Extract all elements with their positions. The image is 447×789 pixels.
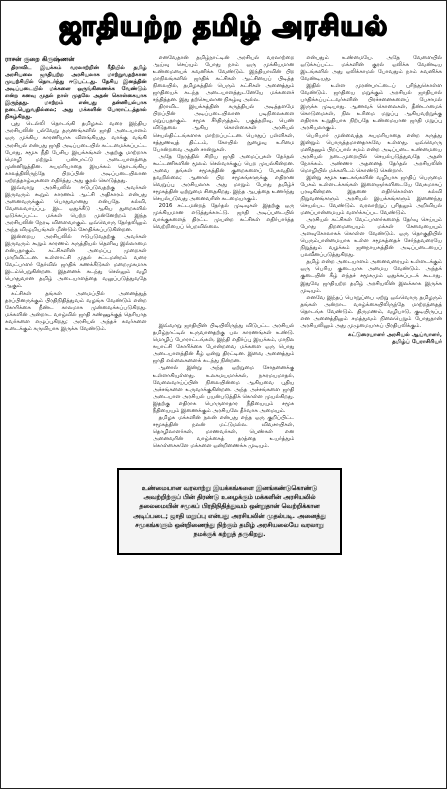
byline: ராசன் குறை கிருஷ்ணன் [5,55,75,63]
article-paragraph: ஆனால் இன்று அந்த ஒற்றுமை சோதனைக்கு உள்ளாகியுள்ளது. உலகமயமாக்கல், நகரமயமாதல், வேலைவாய்ப்பின் நிலையின்மை ஆகியவை புதிய அச்சங்களை உருவாக்குகின்றன. அந்த அச்சங்களை ஜாதி அடையாள அரசியல் பயன்படுத்திக் கொள்ள முயல்கிறது. இதற்கு எதிராக பொருளாதார நீதியையும் சமூக நீதியையும் இணைக்கும் அரசியலே தீர்வாக அமையும். [152,365,295,414]
pull-quote-box [117,468,342,555]
article-paragraph: இவ்வாறு அரசியலில் ஈடுபடுவதற்கு அவர்கள் இருவரும் கூறும் காரணம் ஆட்சி அதிகாரம் என்பது அனைவருக்கும் பொதுவானது என்பதே. கல்வி, வேலைவாய்ப்பு, இட ஒதுக்கீடு ஆகிய துறைகளில் ஒடுக்கப்பட்ட மக்கள் பெற்ற முன்னேற்றம் இந்த அரசியலின் நேரடி விளைவாகும். ஒவ்வொரு தேர்தலிலும் அந்த விழுமியங்கள் மீண்டும் சோதிக்கப்படுகின்றன. [5,184,147,234]
article-paragraph: இவ்வாறு ஜாதியின் பிடியிலிருந்து விடுபட்ட அரசியல் தமிழ்நாட்டில் உருவானதற்கு பல காரணங்கள் உண்டு. மொழிப் போராட்டங்கள், இந்தி எதிர்ப்பு இயக்கம், மாநில சுயாட்சி கோரிக்கை போன்றவை மக்களை ஒரு பொது அடையாளத்தின் கீழ் ஒன்று திரட்டின. இவை அனைத்தும் ஜாதி எல்லைகளைக் கடந்து நின்றன. [152,323,295,365]
headline-text: ஜாதியற்ற தமிழ் அரசியல் [58,10,388,42]
article-column-2 [153,55,295,784]
article-paragraph: எனவேதான் தமிழ்நாட்டின் அரசியல் வரலாற்றை ஆய்வு செய்யும் போது நாம் ஒரு முக்கியமான உண்மையைக் கவனிக்க வேண்டும். இந்தியாவின் பிற மாநிலங்களில் ஜாதிக் கட்சிகள் ஆட்சியைப் பிடித்த நிலையில், தமிழகத்தில் பெரும் கட்சிகள் அனைத்தும் ஜாதியைக் கடந்த அடையாளத்துடனேயே மக்களைச் சந்தித்தன. இது தற்செயலான நிகழ்வு அல்ல. [152,55,295,104]
signature-line: கட்டுரையாளர் அரசியல் ஆய்வாளர், [348,331,442,338]
article-column-1 [5,55,147,784]
article-paragraph: அரசியல் கட்சிகள் வேட்பாளர்களைத் தேர்வு செய்யும் போது திறமையையும் மக்கள் சேவையையும் அளவுகோலாகக் கொள்ள வேண்டும். ஒரு தொகுதியில் பெரும்பான்மையாக உள்ள சமூகத்தைச் சேர்ந்தவரையே நிறுத்தும் வழக்கம் ஜனநாயகத்தின் அடிப்படையைப் பலவீனப்படுத்துகிறது. [300,217,442,259]
article-paragraph: இன்றைய அரசியலில் ஈடுபடுவதற்கு அவர்கள் இருவரும் கூறும் காரணம் கருத்தியல் தெளிவு இல்லாமை என்பதாகும். கட்சிகளின் அமைப்பு முறைகள் மாறிவிட்டன. உள்ளாட்சி முதல் சட்டமன்றம் வரை வேட்பாளர் தேர்வில் ஜாதிக் கணக்கீடுகள் மறைமுகமாக இடம்பெறுகின்றன. இதனைக் கடந்து செல்லும் வழி பொதுவான தமிழ் அடையாளத்தை வலுப்படுத்துவதே ஆகும். [5,234,147,290]
article-paragraph: கட்சிகள் தங்கள் அமைப்பில் அனைத்துத் தரப்பினருக்கும் பிரதிநிதித்துவம் வழங்க வேண்டும் என்ற கோரிக்கை நீண்ட காலமாக முன்வைக்கப்படுகிறது. மக்களின் அன்றாட வாழ்வில் ஜாதி கண்ணுக்குத் தெரியாத சுவர்களை எழுப்புகிறது; அரசியல் அந்தச் சுவர்களை உடைக்கும் கருவியாக இருக்க வேண்டும். [5,290,147,332]
article-column-3 [300,55,442,784]
article-paragraph: இன்று சமூக ஊடகங்களின் வழியாக ஜாதிப் பெருமை பேசும் உள்ளடக்கங்கள் இளைஞர்களிடையே வேகமாகப் பரவுகின்றன. இதனை எதிர்கொள்ள கல்வி நிறுவனங்களும் அரசியல் இயக்கங்களும் இணைந்து செயல்பட வேண்டும். வரலாற்றுப் புரிதலும் அறிவியல் மனப்பான்மையும் வளர்க்கப்பட வேண்டும். [300,174,442,217]
article-paragraph: புது டெல்லி தொடங்கி தமிழகம் வரை இந்திய அரசியலின் பல்வேறு தருணங்களில் ஜாதி அடையாளம் ஒரு முக்கிய காரணியாக விளங்கியது. வாக்கு வங்கி அரசியல் என்பது ஜாதி அடிப்படையில் கட்டமைக்கப்பட்ட போது, சமூக நீதி பேசிய இயக்கங்கள் அதற்கு மாற்றாக மொழி மற்றும் பண்பாட்டு அடையாளத்தை முன்னிறுத்தின. சுயமரியாதை இயக்கம் தொடங்கிய காலத்திலிருந்தே பிறப்பின் அடிப்படையிலான ஏற்றத்தாழ்வுகளை எதிர்த்து அது குரல் கொடுத்தது. [5,121,147,184]
headline [9,4,438,52]
article-paragraph: தமிழக மக்களின் நலன் என்பது எந்த ஒரு குறிப்பிட்ட சமூகத்தின் நலன் மட்டுமல்ல. விவசாயிகள், தொழிலாளர்கள், மாணவர்கள், பெண்கள் என அனைவரின் வாழ்க்கைத் தரத்தை உயர்த்தும் கொள்கைகளே மக்களை ஒன்றிணைக்க முடியும். [152,414,295,449]
signature-line: தமிழ்ப் பேராசிரியர் [392,338,442,345]
article-paragraph: இதில் உள்ள முரண்பாட்டைப் புரிந்துகொள்ள வேண்டும். ஜாதியை மறுக்கும் அரசியல் ஜாதியால் பாதிக்கப்பட்டவர்களின் பிரச்சனைகளைப் பேசாமல் இருக்க முடியாது. ஆணவக் கொலைகள், தீண்டாமைக் கொடுமைகள், நில உரிமை மறுப்பு ஆகியவற்றுக்கு எதிராக உறுதியாக நிற்பதே உண்மையான ஜாதி மறுப்பு அரசியலாகும். [300,83,442,132]
author-signature [300,332,442,346]
article-paragraph: பெரியார் முன்வைத்த சுயமரியாதை என்ற கருத்து இன்றும் பொருத்தமானதாகவே உள்ளது. ஒவ்வொரு மனிதனும் பிறப்பால் சமம் என்ற அடிப்படை உண்மையை அரசியல் நடைமுறையில் செயல்படுத்துவதே அதன் நோக்கம். அண்ணா அதனைத் தேர்தல் அரசியலின் மொழியில் மக்களிடம் கொண்டு சென்றார். [300,132,442,174]
pull-quote-spacer [153,231,295,323]
article-paragraph: தமிழ் என்ற அடையாளம் அனைவரையும் உள்ளடக்கும் ஒரு பெரிய குடையாக அமைய வேண்டும். அந்தக் குடையின் கீழ் எந்தச் சமூகமும் ஒதுக்கப்படக் கூடாது. இதுவே ஜாதியற்ற தமிழ் அரசியலின் இலக்காக இருக்க முடியும். [300,259,442,294]
article-paragraph: அதே நேரத்தில் சிறிய ஜாதி அமைப்புகள் தேர்தல் கூட்டணிகளின் மூலம் செல்வாக்குப் பெற முயல்கின்றன. அவை தங்கள் சமூகத்தின் குறைகளைப் பேசுவதில் தவறில்லை; ஆனால் பிற சமூகங்களுக்கு எதிரான வெறுப்பு அரசியலாக அது மாறும் போது தமிழ்ச் சமூகத்தின் ஒற்றுமை சிதைகிறது. இந்த ஆபத்தை உணர்ந்து செயல்படுவது அனைவரின் கடமையாகும். [152,153,295,202]
article-paragraph: என்பதும் உண்மையே. அதே வேளையில் ஒடுக்கப்பட்ட மக்களின் குரல் ஒலிக்க வேண்டிய இடங்களில் அது ஒலிக்காமல் போவதும் நாம் கவனிக்க வேண்டியது. [300,55,442,83]
article-paragraph: 2016 சட்டமன்றத் தேர்தல் முடிவுகள் இதற்கு ஒரு முக்கியமான எடுத்துக்காட்டு. ஜாதி அடிப்படையில் வாக்குகளைத் திரட்ட முயன்ற கட்சிகள் எதிர்பார்த்த வெற்றியைப் பெறவில்லை. [152,202,295,231]
article-paragraph: திராவிட இயக்கம் வரலாற்றின் ரீதியில் தமிழ் அரசியலை ஜாதியற்ற அரசியலாக மாற்றுவதற்கான முயற்சியில் தொடர்ந்து ஈடுபட்டது. தேசிய இனத்தின் அடிப்படையில் மக்களை ஒருங்கிணைக்க வேண்டும் என்ற கனவு முதல் நாள் முதலே அதன் கொள்கையாக இருந்தது. மாற்றம் என்பது தன்னியல்பாக நடைபெறுவதில்லை; அது மக்களின் போராட்டத்தால் நிகழ்கிறது. [5,65,147,121]
article-paragraph: திராவிட இயக்கத்தின் கருத்தியல் அடித்தளமே பிறப்பின் அடிப்படையிலான படிநிலைகளை மறுப்பதாகும். சமூக சீர்திருத்தம், பகுத்தறிவு, பெண் விடுதலை ஆகிய கொள்கைகள் அரசியல் செயல்திட்டங்களாக மாற்றப்பட்டன. பொதுப் பள்ளிகள், சத்துணவுத் திட்டம், கோயில் நுழைவு உரிமை போன்றவை அதன் சான்றுகள். [152,104,295,153]
article-paragraph: எனவே இந்தப் பொறுப்பை ஏற்று ஒவ்வொரு தமிழரும் தங்கள் அன்றாட வாழ்க்கையிலிருந்தே மாற்றத்தைத் தொடங்க வேண்டும். திருமணம், வழிபாடு, குடியிருப்பு என அனைத்திலும் சமத்துவம் நிலைபெறும் போதுதான் அரசியலிலும் அது முழுமையாகப் பிரதிபலிக்கும். [300,294,442,329]
article-columns [5,55,442,784]
pull-quote-text: உண்மையான வரலாற்று இயக்கங்களை இனங்கண்டுகொண்டு அவற்றிற்குப் பின் திரண்டு உழைக்கும் மக்களின் அரசியலில் தலைமையின் சமூகப் பிரதிநிதித்துவம் ஒன்றுதான் வெற்றிக்கான அடிப்படை; ஜாதி மறுப்பு என்பது அரசியலின் முதல்படி. அனைத்து சமூகங்களும் ஒன்றிணைந்து நிற்கும் தமிழ் அரசியலையே வரலாறு நமக்குக் கற்றுத் தருகிறது. [133,484,326,538]
